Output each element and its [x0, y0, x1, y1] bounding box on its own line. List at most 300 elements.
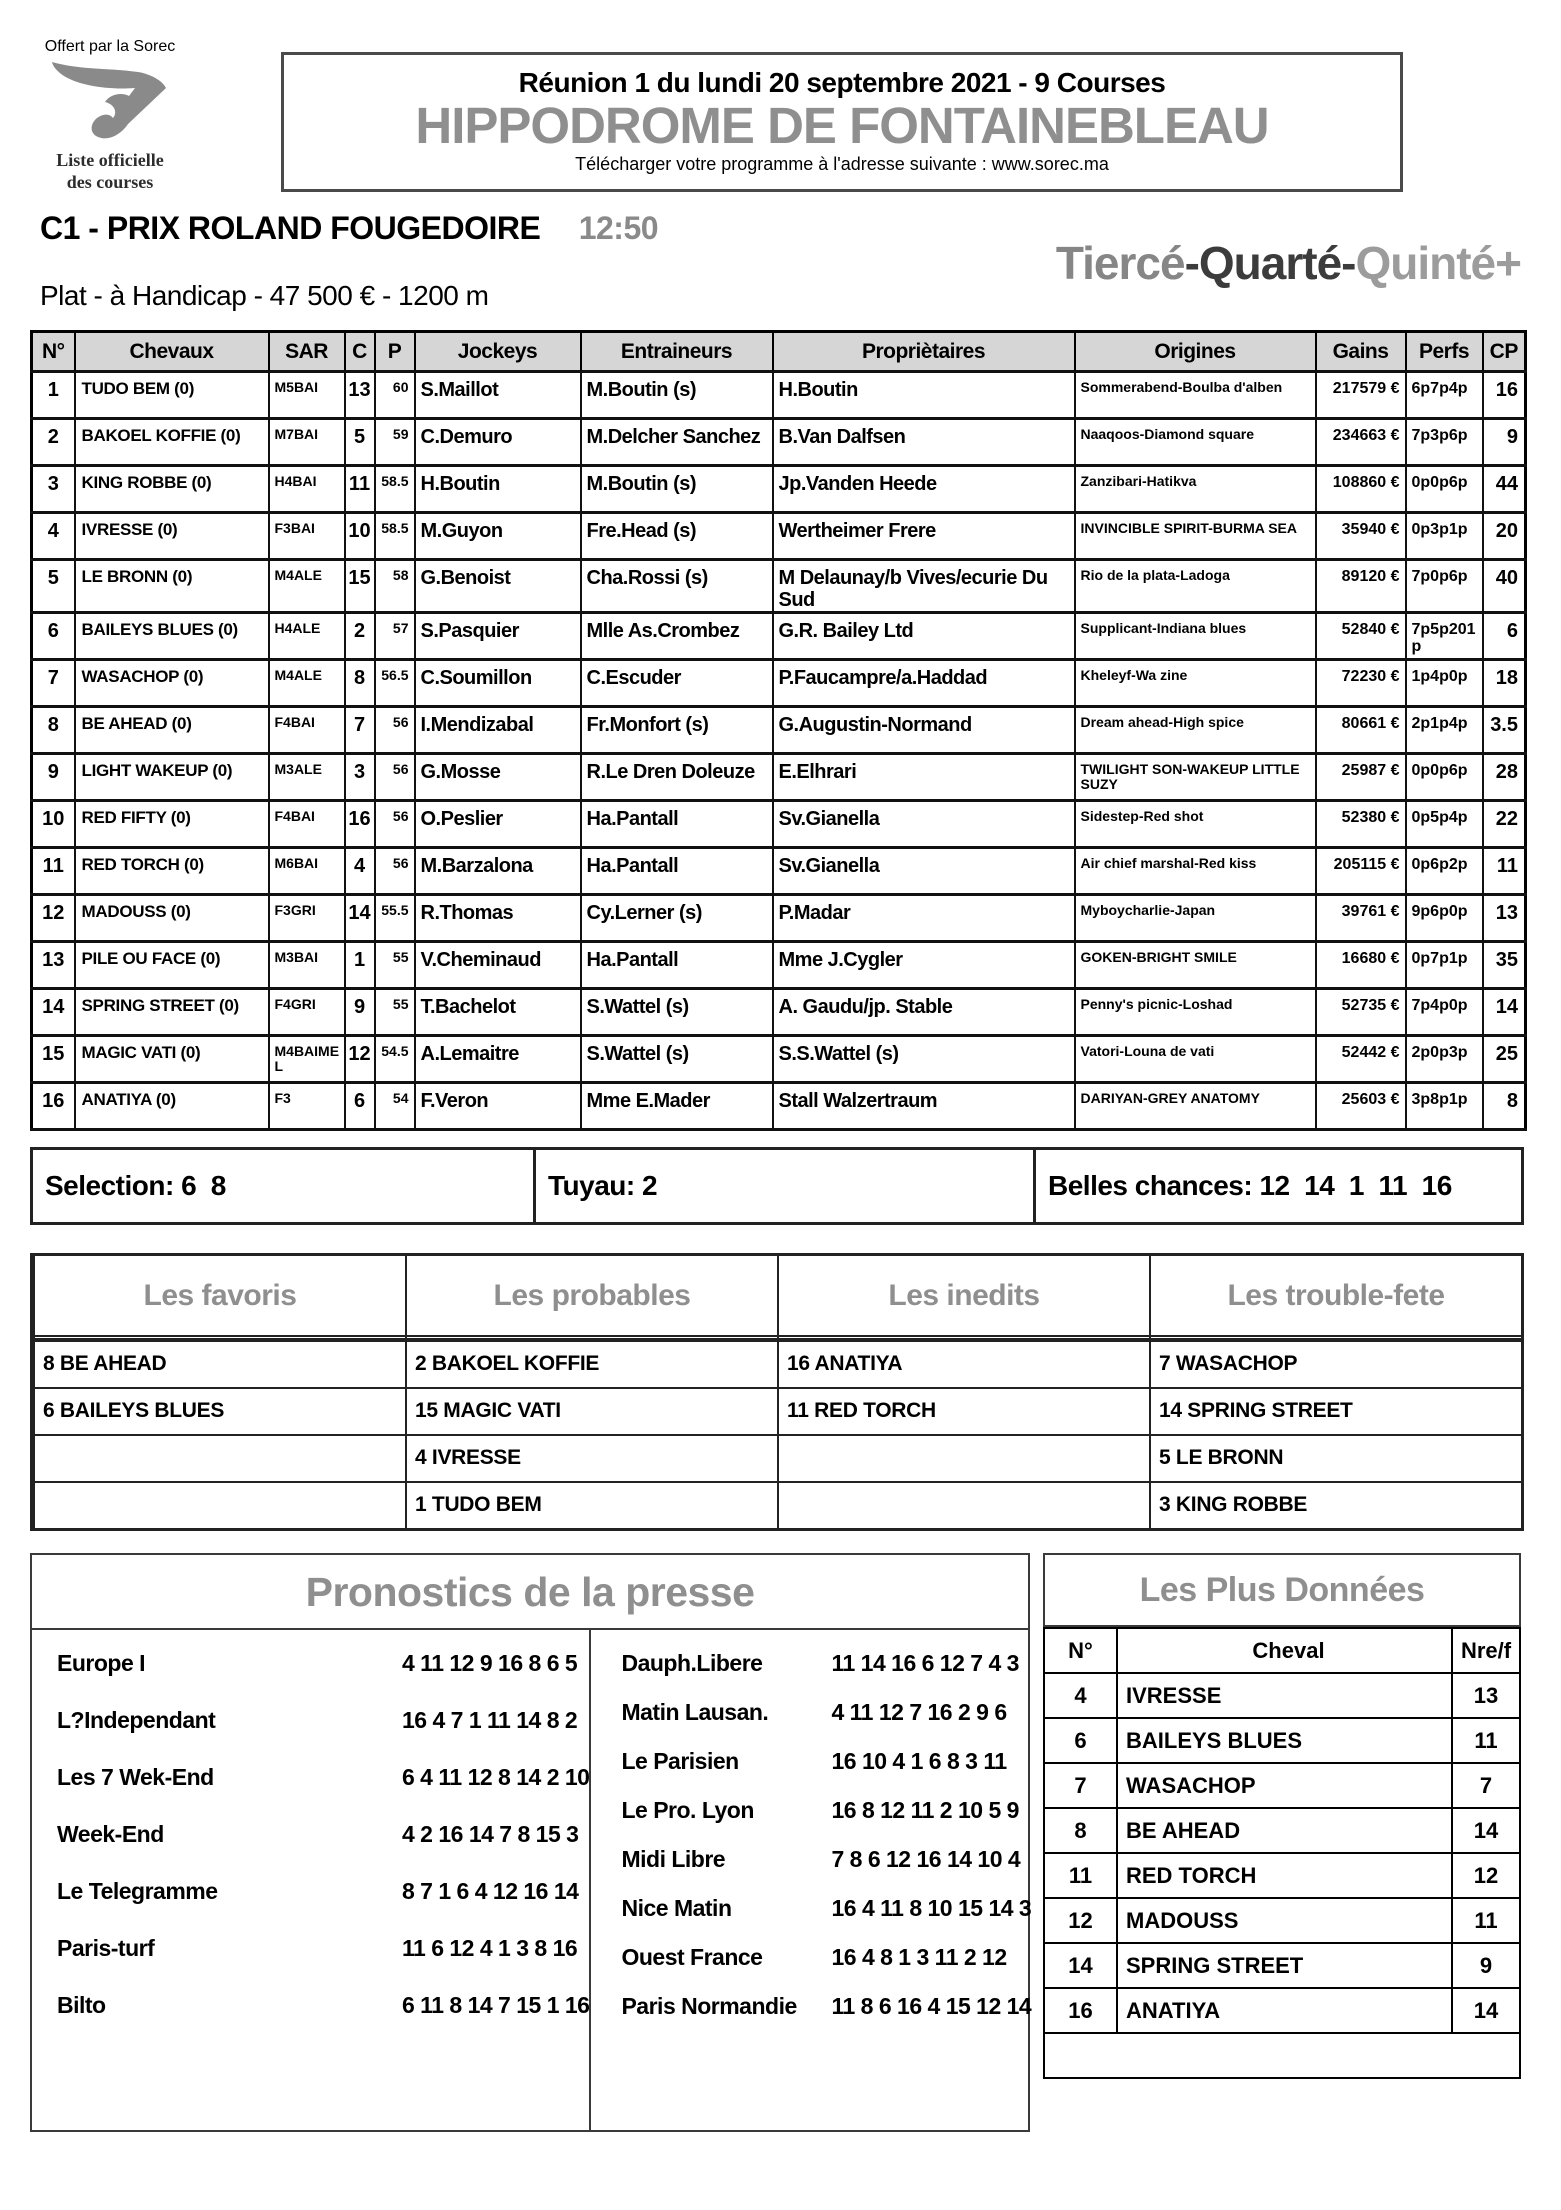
plus-row [1044, 1943, 1520, 1988]
press-picks: 8 7 1 6 4 12 16 14 [402, 1878, 579, 1905]
picks-column-title: Les probables [407, 1256, 777, 1340]
plus-header-num: N° [1044, 1628, 1117, 1673]
cell-p: 58.5 [375, 513, 415, 560]
cell-cheval: LE BRONN (0) [75, 560, 269, 613]
picks-column [405, 1256, 777, 1528]
press-picks: 4 2 16 14 7 8 15 3 [402, 1821, 579, 1848]
cell-origines: DARIYAN-GREY ANATOMY [1075, 1083, 1316, 1130]
picks-column [1149, 1256, 1521, 1528]
bet-type-label: -Quarté- [1184, 237, 1356, 289]
cell-entraineur: Mlle As.Crombez [581, 613, 773, 660]
cell-cp: 25 [1483, 1036, 1526, 1083]
cell-proprietaire: E.Elhrari [773, 754, 1075, 801]
cell-cheval: SPRING STREET (0) [75, 989, 269, 1036]
plus-cell-num: 11 [1044, 1853, 1117, 1898]
cell-sar: M3BAI [269, 942, 345, 989]
cell-gains: 217579 € [1316, 372, 1406, 419]
cell-cheval: TUDO BEM (0) [75, 372, 269, 419]
cell-entraineur: Cha.Rossi (s) [581, 560, 773, 613]
press-picks: 16 8 12 11 2 10 5 9 [831, 1797, 1019, 1824]
bet-type-label: Tiercé [1055, 237, 1185, 289]
cell-cheval: ANATIYA (0) [75, 1083, 269, 1130]
plus-cell-cheval: WASACHOP [1117, 1763, 1452, 1808]
cell-origines: Penny's picnic-Loshad [1075, 989, 1316, 1036]
cell-perfs: 0p7p1p [1406, 942, 1483, 989]
picks-column [777, 1256, 1149, 1528]
plus-cell-num: 8 [1044, 1808, 1117, 1853]
press-picks: 16 10 4 1 6 8 3 11 [831, 1748, 1007, 1775]
plus-empty-row [1044, 2033, 1520, 2078]
cell-gains: 72230 € [1316, 660, 1406, 707]
column-header: Propriètaires [773, 332, 1075, 372]
plus-cell-cheval: BE AHEAD [1117, 1808, 1452, 1853]
cell-jockey: S.Pasquier [415, 613, 581, 660]
cell-p: 55 [375, 942, 415, 989]
press-source: Europe I [57, 1650, 146, 1677]
press-source: Paris-turf [57, 1935, 155, 1962]
cell-p: 56 [375, 707, 415, 754]
cell-gains: 205115 € [1316, 848, 1406, 895]
cell-entraineur: M.Boutin (s) [581, 466, 773, 513]
cell-sar: M5BAI [269, 372, 345, 419]
cell-sar: F3GRI [269, 895, 345, 942]
race-time: 12:50 [578, 210, 659, 246]
cell-number: 12 [32, 895, 75, 942]
cell-c: 13 [345, 372, 375, 419]
plus-cell-nre: 12 [1452, 1853, 1520, 1898]
cell-entraineur: Ha.Pantall [581, 942, 773, 989]
meeting-line: Réunion 1 du lundi 20 septembre 2021 - 9 Courses [518, 67, 1166, 98]
plus-row [1044, 1718, 1520, 1763]
cell-cheval: MADOUSS (0) [75, 895, 269, 942]
plus-cell-num: 4 [1044, 1673, 1117, 1718]
cell-sar: M4BAIMEL [269, 1036, 345, 1083]
cell-proprietaire: Sv.Gianella [773, 848, 1075, 895]
picks-item: 16 ANATIYA [779, 1340, 1149, 1387]
cell-c: 3 [345, 754, 375, 801]
plus-cell-nre: 9 [1452, 1943, 1520, 1988]
cell-gains: 35940 € [1316, 513, 1406, 560]
cell-cheval: RED TORCH (0) [75, 848, 269, 895]
plus-donnees-table [1043, 1627, 1521, 2079]
table-row [32, 989, 1526, 1036]
picks-item: 15 MAGIC VATI [407, 1387, 777, 1434]
table-row [32, 1036, 1526, 1083]
cell-proprietaire: Stall Walzertraum [773, 1083, 1075, 1130]
picks-item: 14 SPRING STREET [1151, 1387, 1521, 1434]
cell-entraineur: C.Escuder [581, 660, 773, 707]
press-row [32, 1878, 589, 1935]
cell-sar: M4ALE [269, 660, 345, 707]
plus-cell-nre: 11 [1452, 1898, 1520, 1943]
cell-origines: GOKEN-BRIGHT SMILE [1075, 942, 1316, 989]
cell-number: 2 [32, 419, 75, 466]
cell-number: 10 [32, 801, 75, 848]
cell-origines: Vatori-Louna de vati [1075, 1036, 1316, 1083]
cell-entraineur: Ha.Pantall [581, 848, 773, 895]
cell-gains: 52442 € [1316, 1036, 1406, 1083]
runners-table-header-row [32, 332, 1526, 372]
column-header: Gains [1316, 332, 1406, 372]
picks-column-items [779, 1340, 1149, 1528]
plus-cell-cheval: SPRING STREET [1117, 1943, 1452, 1988]
plus-empty-cell [1044, 2033, 1520, 2078]
plus-header-row [1044, 1628, 1520, 1673]
table-row [32, 754, 1526, 801]
header-box [281, 52, 1403, 192]
press-title: Pronostics de la presse [32, 1555, 1028, 1630]
press-row [32, 1935, 589, 1992]
cell-p: 56 [375, 754, 415, 801]
race-code: C1 - [40, 210, 99, 246]
picks-item [779, 1481, 1149, 1528]
cell-number: 6 [32, 613, 75, 660]
press-source: Le Telegramme [57, 1878, 218, 1905]
cell-cp: 6 [1483, 613, 1526, 660]
cell-perfs: 7p3p6p [1406, 419, 1483, 466]
cell-origines: Sidestep-Red shot [1075, 801, 1316, 848]
cell-c: 9 [345, 989, 375, 1036]
cell-number: 8 [32, 707, 75, 754]
cell-proprietaire: Mme J.Cygler [773, 942, 1075, 989]
cell-jockey: H.Boutin [415, 466, 581, 513]
cell-origines: Zanzibari-Hatikva [1075, 466, 1316, 513]
cell-cp: 40 [1483, 560, 1526, 613]
cell-p: 54 [375, 1083, 415, 1130]
cell-c: 8 [345, 660, 375, 707]
press-source: Week-End [57, 1821, 164, 1848]
cell-perfs: 2p0p3p [1406, 1036, 1483, 1083]
picks-column-items [35, 1340, 405, 1528]
press-picks: 7 8 6 12 16 14 10 4 [831, 1846, 1021, 1873]
cell-cheval: RED FIFTY (0) [75, 801, 269, 848]
cell-p: 59 [375, 419, 415, 466]
cell-sar: H4ALE [269, 613, 345, 660]
press-source: Bilto [57, 1992, 106, 2019]
cell-sar: M3ALE [269, 754, 345, 801]
column-header: Origines [1075, 332, 1316, 372]
press-picks: 16 4 11 8 10 15 14 3 [831, 1895, 1032, 1922]
table-row [32, 848, 1526, 895]
column-header: Chevaux [75, 332, 269, 372]
table-row [32, 660, 1526, 707]
table-row [32, 613, 1526, 660]
cell-proprietaire: G.R. Bailey Ltd [773, 613, 1075, 660]
plus-cell-cheval: MADOUSS [1117, 1898, 1452, 1943]
race-heading [40, 210, 658, 247]
cell-entraineur: Fre.Head (s) [581, 513, 773, 560]
picks-column-items [407, 1340, 777, 1528]
cell-sar: F4GRI [269, 989, 345, 1036]
cell-jockey: A.Lemaitre [415, 1036, 581, 1083]
cell-jockey: C.Soumillon [415, 660, 581, 707]
press-row [32, 1650, 589, 1707]
press-row [591, 1699, 1031, 1748]
cell-c: 14 [345, 895, 375, 942]
cell-proprietaire: M Delaunay/b Vives/ecurie Du Sud [773, 560, 1075, 613]
logo-top-text: Offert par la Sorec [44, 38, 176, 55]
cell-proprietaire: Jp.Vanden Heede [773, 466, 1075, 513]
cell-sar: M4ALE [269, 560, 345, 613]
plus-row [1044, 1673, 1520, 1718]
cell-gains: 80661 € [1316, 707, 1406, 754]
table-row [32, 707, 1526, 754]
picks-item [779, 1434, 1149, 1481]
cell-p: 57 [375, 613, 415, 660]
cell-cheval: BE AHEAD (0) [75, 707, 269, 754]
cell-origines: TWILIGHT SON-WAKEUP LITTLE SUZY [1075, 754, 1316, 801]
cell-gains: 52840 € [1316, 613, 1406, 660]
cell-jockey: O.Peslier [415, 801, 581, 848]
table-row [32, 513, 1526, 560]
cell-number: 3 [32, 466, 75, 513]
plus-cell-cheval: RED TORCH [1117, 1853, 1452, 1898]
race-name: PRIX ROLAND FOUGEDOIRE [106, 210, 541, 246]
column-header: Jockeys [415, 332, 581, 372]
cell-c: 15 [345, 560, 375, 613]
cell-number: 16 [32, 1083, 75, 1130]
cell-number: 14 [32, 989, 75, 1036]
cell-sar: M7BAI [269, 419, 345, 466]
cell-jockey: M.Guyon [415, 513, 581, 560]
cell-jockey: S.Maillot [415, 372, 581, 419]
plus-cell-num: 12 [1044, 1898, 1117, 1943]
cell-origines: Naaqoos-Diamond square [1075, 419, 1316, 466]
cell-c: 16 [345, 801, 375, 848]
cell-c: 5 [345, 419, 375, 466]
cell-origines: Myboycharlie-Japan [1075, 895, 1316, 942]
cell-c: 1 [345, 942, 375, 989]
plus-cell-num: 7 [1044, 1763, 1117, 1808]
plus-cell-cheval: ANATIYA [1117, 1988, 1452, 2033]
bet-types [1056, 236, 1521, 290]
press-source: Matin Lausan. [621, 1699, 769, 1726]
cell-number: 1 [32, 372, 75, 419]
cell-p: 58 [375, 560, 415, 613]
plus-cell-nre: 11 [1452, 1718, 1520, 1763]
cell-gains: 25603 € [1316, 1083, 1406, 1130]
hippodrome-title: HIPPODROME DE FONTAINEBLEAU [415, 97, 1269, 154]
cell-cheval: KING ROBBE (0) [75, 466, 269, 513]
column-header: P [375, 332, 415, 372]
cell-perfs: 1p4p0p [1406, 660, 1483, 707]
cell-p: 56.5 [375, 660, 415, 707]
cell-cp: 3.5 [1483, 707, 1526, 754]
cell-gains: 39761 € [1316, 895, 1406, 942]
selection-cell: Selection: 6 8 [45, 1170, 226, 1202]
cell-perfs: 7p5p201p [1406, 613, 1483, 660]
cell-number: 15 [32, 1036, 75, 1083]
picks-column [33, 1256, 405, 1528]
cell-number: 9 [32, 754, 75, 801]
press-row [591, 1846, 1031, 1895]
cell-proprietaire: H.Boutin [773, 372, 1075, 419]
plus-cell-num: 16 [1044, 1988, 1117, 2033]
picks-item: 6 BAILEYS BLUES [35, 1387, 405, 1434]
picks-item: 1 TUDO BEM [407, 1481, 777, 1528]
cell-sar: F4BAI [269, 801, 345, 848]
cell-number: 11 [32, 848, 75, 895]
plus-row [1044, 1808, 1520, 1853]
download-line: Télécharger votre programme à l'adresse suivante : www.sorec.ma [575, 154, 1109, 174]
plus-cell-nre: 7 [1452, 1763, 1520, 1808]
cell-jockey: V.Cheminaud [415, 942, 581, 989]
cell-cp: 9 [1483, 419, 1526, 466]
cell-p: 56 [375, 848, 415, 895]
press-row [591, 1797, 1031, 1846]
picks-item: 3 KING ROBBE [1151, 1481, 1521, 1528]
press-row [591, 1650, 1031, 1699]
table-row [32, 801, 1526, 848]
bottom-row [30, 1553, 1524, 2132]
cell-entraineur: Fr.Monfort (s) [581, 707, 773, 754]
cell-number: 7 [32, 660, 75, 707]
press-source: L?Independant [57, 1707, 216, 1734]
picks-column-title: Les trouble-fete [1151, 1256, 1521, 1340]
cell-gains: 234663 € [1316, 419, 1406, 466]
cell-sar: M6BAI [269, 848, 345, 895]
cell-p: 54.5 [375, 1036, 415, 1083]
plus-cell-nre: 14 [1452, 1808, 1520, 1853]
cell-origines: INVINCIBLE SPIRIT-BURMA SEA [1075, 513, 1316, 560]
cell-jockey: C.Demuro [415, 419, 581, 466]
picks-item: 5 LE BRONN [1151, 1434, 1521, 1481]
cell-proprietaire: P.Faucampre/a.Haddad [773, 660, 1075, 707]
press-row [32, 1707, 589, 1764]
cell-cp: 16 [1483, 372, 1526, 419]
cell-perfs: 0p5p4p [1406, 801, 1483, 848]
cell-entraineur: Ha.Pantall [581, 801, 773, 848]
cell-proprietaire: Sv.Gianella [773, 801, 1075, 848]
cell-c: 11 [345, 466, 375, 513]
press-picks: 11 6 12 4 1 3 8 16 [402, 1935, 578, 1962]
cell-proprietaire: A. Gaudu/jp. Stable [773, 989, 1075, 1036]
cell-cheval: WASACHOP (0) [75, 660, 269, 707]
plus-row [1044, 1853, 1520, 1898]
picks-item [35, 1434, 405, 1481]
press-row [591, 1748, 1031, 1797]
press-row [591, 1993, 1031, 2042]
plus-cell-nre: 14 [1452, 1988, 1520, 2033]
cell-p: 55.5 [375, 895, 415, 942]
cell-gains: 52735 € [1316, 989, 1406, 1036]
cell-p: 55 [375, 989, 415, 1036]
cell-cheval: LIGHT WAKEUP (0) [75, 754, 269, 801]
cell-c: 12 [345, 1036, 375, 1083]
press-picks: 11 14 16 6 12 7 4 3 [831, 1650, 1019, 1677]
cell-sar: H4BAI [269, 466, 345, 513]
column-header: C [345, 332, 375, 372]
logo-bottom-text: Liste officielle des courses [56, 150, 164, 192]
cell-cp: 13 [1483, 895, 1526, 942]
cell-proprietaire: P.Madar [773, 895, 1075, 942]
sorec-logo-icon [50, 58, 170, 150]
cell-entraineur: Cy.Lerner (s) [581, 895, 773, 942]
cell-perfs: 9p6p0p [1406, 895, 1483, 942]
race-conditions: Plat - à Handicap - 47 500 € - 1200 m [40, 280, 489, 311]
cell-origines: Sommerabend-Boulba d'alben [1075, 372, 1316, 419]
press-row [32, 1764, 589, 1821]
cell-entraineur: R.Le Dren Doleuze [581, 754, 773, 801]
table-row [32, 419, 1526, 466]
cell-perfs: 0p0p6p [1406, 466, 1483, 513]
cell-origines: Kheleyf-Wa zine [1075, 660, 1316, 707]
cell-perfs: 0p3p1p [1406, 513, 1483, 560]
cell-cp: 44 [1483, 466, 1526, 513]
cell-sar: F3 [269, 1083, 345, 1130]
press-source: Ouest France [621, 1944, 763, 1971]
press-column-left [32, 1630, 589, 2130]
column-header: CP [1483, 332, 1526, 372]
plus-row [1044, 1988, 1520, 2033]
table-row [32, 372, 1526, 419]
plus-cell-cheval: BAILEYS BLUES [1117, 1718, 1452, 1763]
cell-cheval: BAILEYS BLUES (0) [75, 613, 269, 660]
cell-cp: 14 [1483, 989, 1526, 1036]
press-row [591, 1944, 1031, 1993]
tuyau-cell: Tuyau: 2 [533, 1150, 1033, 1222]
press-picks: 16 4 7 1 11 14 8 2 [402, 1707, 578, 1734]
press-box [30, 1553, 1030, 2132]
cell-gains: 25987 € [1316, 754, 1406, 801]
cell-proprietaire: G.Augustin-Normand [773, 707, 1075, 754]
plus-cell-num: 14 [1044, 1943, 1117, 1988]
press-picks: 4 11 12 7 16 2 9 6 [831, 1699, 1007, 1726]
cell-cp: 28 [1483, 754, 1526, 801]
press-row [32, 1992, 589, 2049]
picks-grid [30, 1253, 1524, 1531]
plus-cell-cheval: IVRESSE [1117, 1673, 1452, 1718]
column-header: N° [32, 332, 75, 372]
cell-c: 2 [345, 613, 375, 660]
picks-item [35, 1481, 405, 1528]
picks-item: 4 IVRESSE [407, 1434, 777, 1481]
cell-cheval: BAKOEL KOFFIE (0) [75, 419, 269, 466]
cell-number: 13 [32, 942, 75, 989]
picks-item: 11 RED TORCH [779, 1387, 1149, 1434]
cell-sar: F4BAI [269, 707, 345, 754]
column-header: Perfs [1406, 332, 1483, 372]
cell-gains: 89120 € [1316, 560, 1406, 613]
plus-cell-num: 6 [1044, 1718, 1117, 1763]
press-column-right [589, 1630, 1031, 2130]
cell-entraineur: S.Wattel (s) [581, 989, 773, 1036]
picks-column-title: Les favoris [35, 1256, 405, 1340]
cell-entraineur: M.Delcher Sanchez [581, 419, 773, 466]
summary-bar [30, 1147, 1524, 1225]
cell-cp: 35 [1483, 942, 1526, 989]
cell-entraineur: M.Boutin (s) [581, 372, 773, 419]
cell-p: 58.5 [375, 466, 415, 513]
cell-cp: 11 [1483, 848, 1526, 895]
cell-proprietaire: S.S.Wattel (s) [773, 1036, 1075, 1083]
cell-cheval: PILE OU FACE (0) [75, 942, 269, 989]
cell-cp: 20 [1483, 513, 1526, 560]
press-source: Paris Normandie [621, 1993, 797, 2020]
picks-item: 7 WASACHOP [1151, 1340, 1521, 1387]
press-picks: 11 8 6 16 4 15 12 14 [831, 1993, 1032, 2020]
cell-cheval: MAGIC VATI (0) [75, 1036, 269, 1083]
cell-c: 4 [345, 848, 375, 895]
press-picks: 6 4 11 12 8 14 2 10 [402, 1764, 590, 1791]
cell-sar: F3BAI [269, 513, 345, 560]
press-source: Midi Libre [621, 1846, 726, 1873]
press-columns [32, 1630, 1032, 2130]
cell-p: 60 [375, 372, 415, 419]
cell-jockey: I.Mendizabal [415, 707, 581, 754]
plus-header-cheval: Cheval [1117, 1628, 1452, 1673]
press-source: Le Pro. Lyon [621, 1797, 754, 1824]
